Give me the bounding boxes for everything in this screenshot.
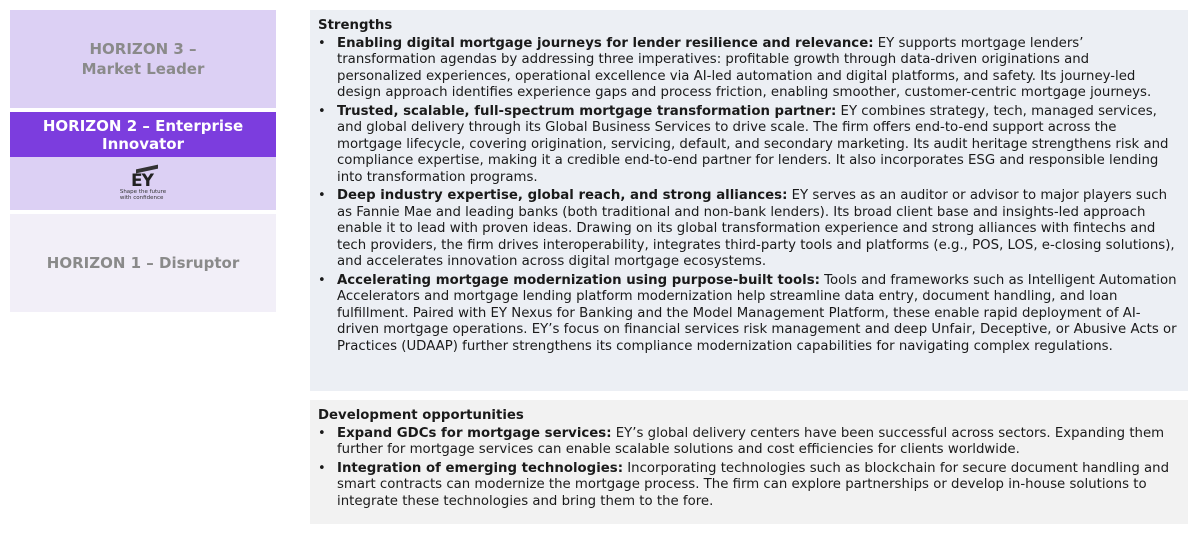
- ey-tagline-line2: with confidence: [119, 194, 164, 201]
- strength-item: [318, 104, 1178, 187]
- horizon-2-line2: Innovator: [101, 134, 185, 153]
- strength-item: [318, 273, 1178, 356]
- ey-logo-icon: [128, 167, 158, 189]
- development-item: [318, 426, 1178, 459]
- horizon-2-line1: HORIZON 2 – Enterprise: [42, 116, 244, 135]
- development-heading: Expand GDCs for mortgage services:: [337, 425, 612, 441]
- ey-tagline-line1: Shape the future: [119, 188, 167, 195]
- horizon-2-box: [10, 112, 276, 157]
- horizon-2-logo-area: [10, 157, 276, 210]
- strength-heading: Accelerating mortgage modernization using purpose-built tools:: [337, 272, 820, 288]
- horizon-1-box: [10, 214, 276, 312]
- ey-logo-text: EY: [131, 170, 153, 191]
- strength-body: EY serves as an auditor or advisor to major players such as Fannie Mae and leading banks (both traditional and non-bank lenders). Its broad client base and insights-led approach enable it to lead with proven ideas. Drawing on its global transformation experience and strong alliances with fintechs and tech providers, the firm drives interoperability, integrates third-party tools and platforms (e.g., POS, LOS, e-closing solutions), and accelerates innovation across digital mortgage ecosystems.: [337, 188, 1175, 269]
- bullet-icon: •: [318, 460, 326, 476]
- bullet-icon: •: [318, 103, 326, 119]
- strength-heading: Enabling digital mortgage journeys for lender resilience and relevance:: [337, 35, 874, 51]
- strength-body: Tools and frameworks such as Intelligent Automation Accelerators and mortgage lending platform modernization help streamline data entry, document handling, and loan fulfillment. Paired with EY Nexus for Banking and the Model Management Platform, these enable rapid deployment of AI-driven mortgage operations. EY’s focus on financial services risk management and deep Unfair, Deceptive, or Abusive Acts or Practices (UDAAP) further strengthens its compliance modernization capabilities for navigating complex regulations.: [337, 272, 1177, 354]
- bullet-icon: •: [318, 188, 326, 203]
- bullet-icon: •: [318, 272, 326, 288]
- bullet-icon: •: [318, 35, 326, 51]
- horizon-3-line2: Market Leader: [81, 60, 205, 78]
- strength-item: [318, 188, 1178, 271]
- strengths-list: [318, 36, 1178, 356]
- strengths-panel: [310, 10, 1188, 391]
- development-title: Development opportunities: [318, 408, 524, 423]
- bullet-icon: •: [318, 425, 326, 441]
- strength-heading: Deep industry expertise, global reach, and strong alliances:: [337, 188, 788, 203]
- horizon-3-box: [10, 10, 276, 108]
- horizon-1-label: HORIZON 1 – Disruptor: [46, 254, 240, 272]
- development-body: Incorporating technologies such as blockchain for secure document handling and smart contracts can modernize the mortgage process. The firm can explore partnerships or develop in-house solutions to integrate these technologies and bring them to the fore.: [337, 460, 1170, 509]
- horizon-3-line1: HORIZON 3 –: [89, 40, 197, 58]
- strengths-title: Strengths: [318, 18, 393, 33]
- strength-body: EY supports mortgage lenders’ transformation agendas by addressing three imperatives: profitable growth through data-driven originations and personalized experiences, operational excellence via AI-led automation and digital platforms, and safety. Its journey-led design approach identifies experience gaps and process friction, enabling smoother, customer-centric mortgage journeys.: [337, 35, 1152, 100]
- strength-heading: Trusted, scalable, full-spectrum mortgage transformation partner:: [337, 103, 837, 119]
- strength-item: [318, 36, 1178, 102]
- development-body: EY’s global delivery centers have been successful across sectors. Expanding them further for mortgage services can enable scalable solutions and cost efficiencies for clients worldwide.: [337, 425, 1165, 457]
- development-item: [318, 461, 1178, 511]
- strength-body: EY combines strategy, tech, managed services, and global delivery through its Global Business Services to drive scale. The firm offers end-to-end support across the mortgage lifecycle, covering origination, servicing, default, and secondary marketing. Its audit heritage strengthens risk and compliance expertise, making it a credible end-to-end partner for lenders. It also incorporates ESG and responsible lending into transformation programs.: [337, 103, 1169, 185]
- ey-logo: [120, 167, 166, 201]
- development-panel: [310, 400, 1188, 524]
- development-heading: Integration of emerging technologies:: [337, 460, 624, 476]
- development-list: [318, 426, 1178, 511]
